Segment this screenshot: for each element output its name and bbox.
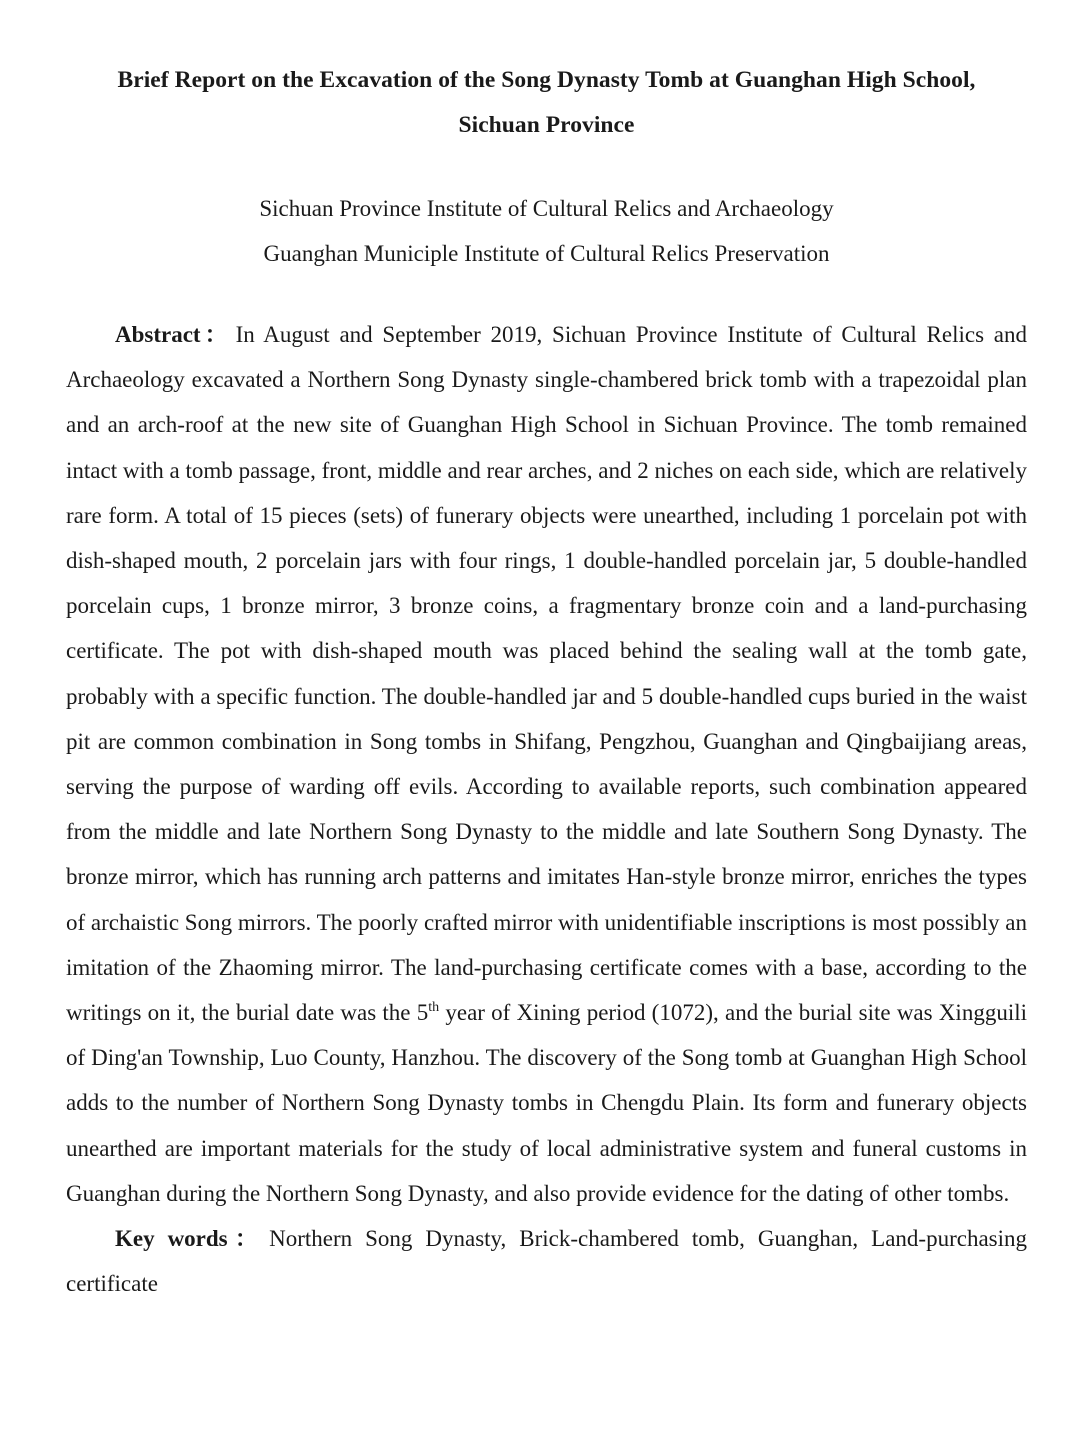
abstract-text-part-2: year of Xining period (1072), and the burial site was Xingguili of Ding'an Township, Luo County, Hanzhou. The discovery of the Song tomb at Guanghan High School adds to the number of Northern Song Dynasty tombs in Chengdu Plain. Its form and funerary objects unearthed are important materials for the study of local administrative system and funeral customs in Guanghan during the Northern Song Dynasty, and also provide evidence for the dating of other tombs.: [66, 1000, 1027, 1206]
keywords-text: Northern Song Dynasty, Brick-chambered tomb, Guanghan, Land-purchasing certificate: [66, 1226, 1027, 1297]
abstract-text-part-1: In August and September 2019, Sichuan Province Institute of Cultural Relics and Archaeology excavated a Northern Song Dynasty single-chambered brick tomb with a trapezoidal plan and an arch-roof at the new site of Guanghan High School in Sichuan Province. The tomb remained intact with a tomb passage, front, middle and rear arches, and 2 niches on each side, which are relatively rare form. A total of 15 pieces (sets) of funerary objects were unearthed, including 1 porcelain pot with dish-shaped mouth, 2 porcelain jars with four rings, 1 double-handled porcelain jar, 5 double-handled porcelain cups, 1 bronze mirror, 3 bronze coins, a fragmentary bronze coin and a land-purchasing certificate. The pot with dish-shaped mouth was placed behind the sealing wall at the tomb gate, probably with a specific function. The double-handled jar and 5 double-handled cups buried in the waist pit are common combination in Song tombs in Shifang, Pengzhou, Guanghan and Qingbaijiang areas, serving the purpose of warding off evils. According to available reports, such combination appeared from the middle and late Northern Song Dynasty to the middle and late Southern Song Dynasty. The bronze mirror, which has running arch patterns and imitates Han-style bronze mirror, enriches the types of archaistic Song mirrors. The poorly crafted mirror with unidentifiable inscriptions is most possibly an imitation of the Zhaoming mirror. The land-purchasing certificate comes with a base, according to the writings on it, the burial date was the 5: [66, 322, 1027, 1026]
abstract-colon: ：: [200, 322, 232, 347]
abstract-label: Abstract: [115, 322, 201, 347]
keywords-label: Key words: [115, 1226, 228, 1252]
paper-title-line-1: Brief Report on the Excavation of the Song Dynasty Tomb at Guanghan High School,: [117, 67, 976, 93]
keywords-paragraph: [66, 1216, 1027, 1306]
abstract-paragraph: [66, 312, 1027, 1216]
ordinal-superscript: th: [428, 1000, 440, 1016]
paper-title: [66, 0, 1027, 148]
paper-page: [66, 0, 1027, 1329]
author-affiliations: [66, 186, 1027, 276]
affiliation-2: Guanghan Municiple Institute of Cultural Relics Preservation: [263, 241, 830, 266]
affiliation-1: Sichuan Province Institute of Cultural Relics and Archaeology: [259, 196, 834, 221]
keywords-colon: ：: [227, 1226, 266, 1252]
paper-title-line-2: Sichuan Province: [458, 112, 635, 138]
